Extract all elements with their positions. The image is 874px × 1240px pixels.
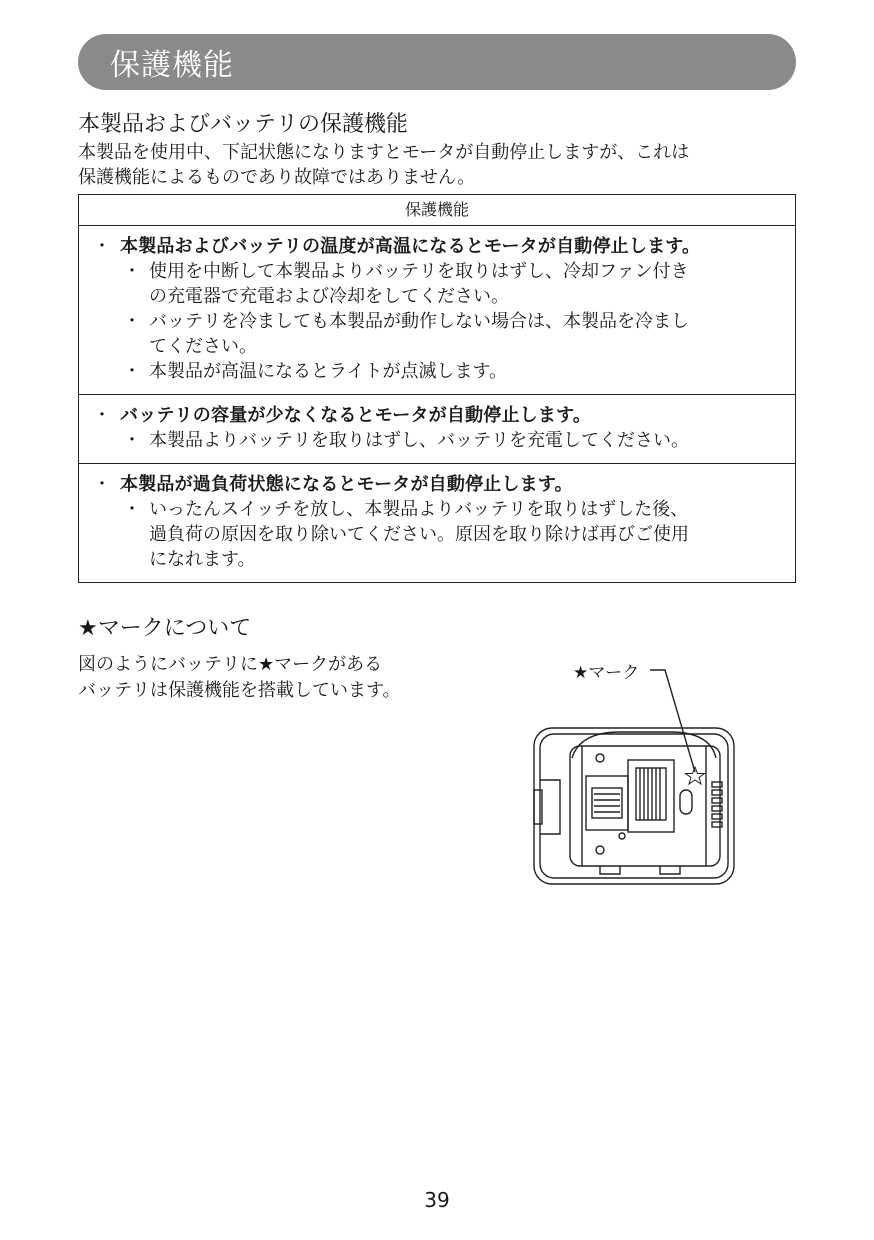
sub-item-line: 使用を中断して本製品よりバッテリを取りはずし、冷却ファン付き xyxy=(149,261,689,282)
battery-illustration xyxy=(520,650,750,900)
terminal-slot xyxy=(592,788,622,818)
star-mark-title: ★マークについて xyxy=(78,616,252,641)
sub-item-line: 過負荷の原因を取り除いてください。原因を取り除けば再びご使用 xyxy=(149,524,689,545)
intro-paragraph xyxy=(78,140,808,190)
bullet-dot: ・ xyxy=(123,261,141,282)
latch-oval xyxy=(680,790,692,814)
connector-block xyxy=(628,760,674,832)
intro-line: 保護機能によるものであり故障ではありません。 xyxy=(78,167,476,188)
main-item xyxy=(79,403,795,428)
section-title: 本製品およびバッテリの保護機能 xyxy=(78,112,409,137)
sub-item-line: 本製品が高温になるとライトが点滅します。 xyxy=(149,361,508,382)
table-row xyxy=(79,464,795,582)
bottom-foot xyxy=(660,866,680,874)
sub-item xyxy=(79,428,795,453)
main-item-text: 本製品が過負荷状態になるとモータが自動停止します。 xyxy=(120,474,573,495)
leader-line xyxy=(650,670,695,772)
sub-item-line: てください。 xyxy=(149,336,257,357)
table-header: 保護機能 xyxy=(79,195,795,226)
main-item-text: 本製品およびバッテリの温度が高温になるとモータが自動停止します。 xyxy=(120,236,701,257)
table-row xyxy=(79,395,795,464)
top-rail xyxy=(572,732,716,758)
bullet-dot: ・ xyxy=(123,430,141,451)
sub-item-line: 本製品よりバッテリを取りはずし、バッテリを充電してください。 xyxy=(149,430,689,451)
terminal-lines xyxy=(594,794,620,812)
sub-item xyxy=(79,309,795,359)
side-notch xyxy=(534,790,542,824)
main-item-text: バッテリの容量が少なくなるとモータが自動停止します。 xyxy=(120,405,592,426)
side-grip xyxy=(540,780,560,834)
sub-item-line: バッテリを冷ましても本製品が動作しない場合は、本製品を冷まし xyxy=(149,311,689,332)
star-mark-description xyxy=(78,652,401,704)
protection-table xyxy=(78,194,796,583)
bullet-dot: ・ xyxy=(123,499,141,520)
bullet-dot: ・ xyxy=(93,405,112,426)
desc-line: バッテリは保護機能を搭載しています。 xyxy=(78,680,401,701)
main-item xyxy=(79,234,795,259)
bullet-dot: ・ xyxy=(93,236,112,257)
battery-body-inner xyxy=(540,734,728,878)
sub-item xyxy=(79,359,795,384)
bullet-dot: ・ xyxy=(93,474,112,495)
screw-hole xyxy=(596,846,604,854)
battery-body xyxy=(534,728,734,884)
screw-hole xyxy=(596,754,604,762)
page-number: 39 xyxy=(424,1188,450,1212)
sub-item-line: いったんスイッチを放し、本製品よりバッテリを取りはずした後、 xyxy=(149,499,689,520)
desc-line: 図のようにバッテリに★マークがある xyxy=(78,654,383,675)
screw-hole xyxy=(619,833,625,839)
sub-item-line: になれます。 xyxy=(149,549,256,570)
page-title: 保護機能 xyxy=(110,48,234,83)
pin-lines xyxy=(640,768,660,820)
sub-item xyxy=(79,259,795,309)
bullet-dot: ・ xyxy=(123,361,141,382)
bottom-foot xyxy=(600,866,620,874)
sub-item-line: の充電器で充電および冷却をしてください。 xyxy=(149,286,509,307)
bullet-dot: ・ xyxy=(123,311,141,332)
intro-line: 本製品を使用中、下記状態になりますとモータが自動停止しますが、これは xyxy=(78,142,690,163)
sub-item xyxy=(79,497,795,572)
star-mark-label: ★マーク xyxy=(573,663,640,683)
table-row xyxy=(79,226,795,395)
main-item xyxy=(79,472,795,497)
page-banner xyxy=(78,34,796,90)
